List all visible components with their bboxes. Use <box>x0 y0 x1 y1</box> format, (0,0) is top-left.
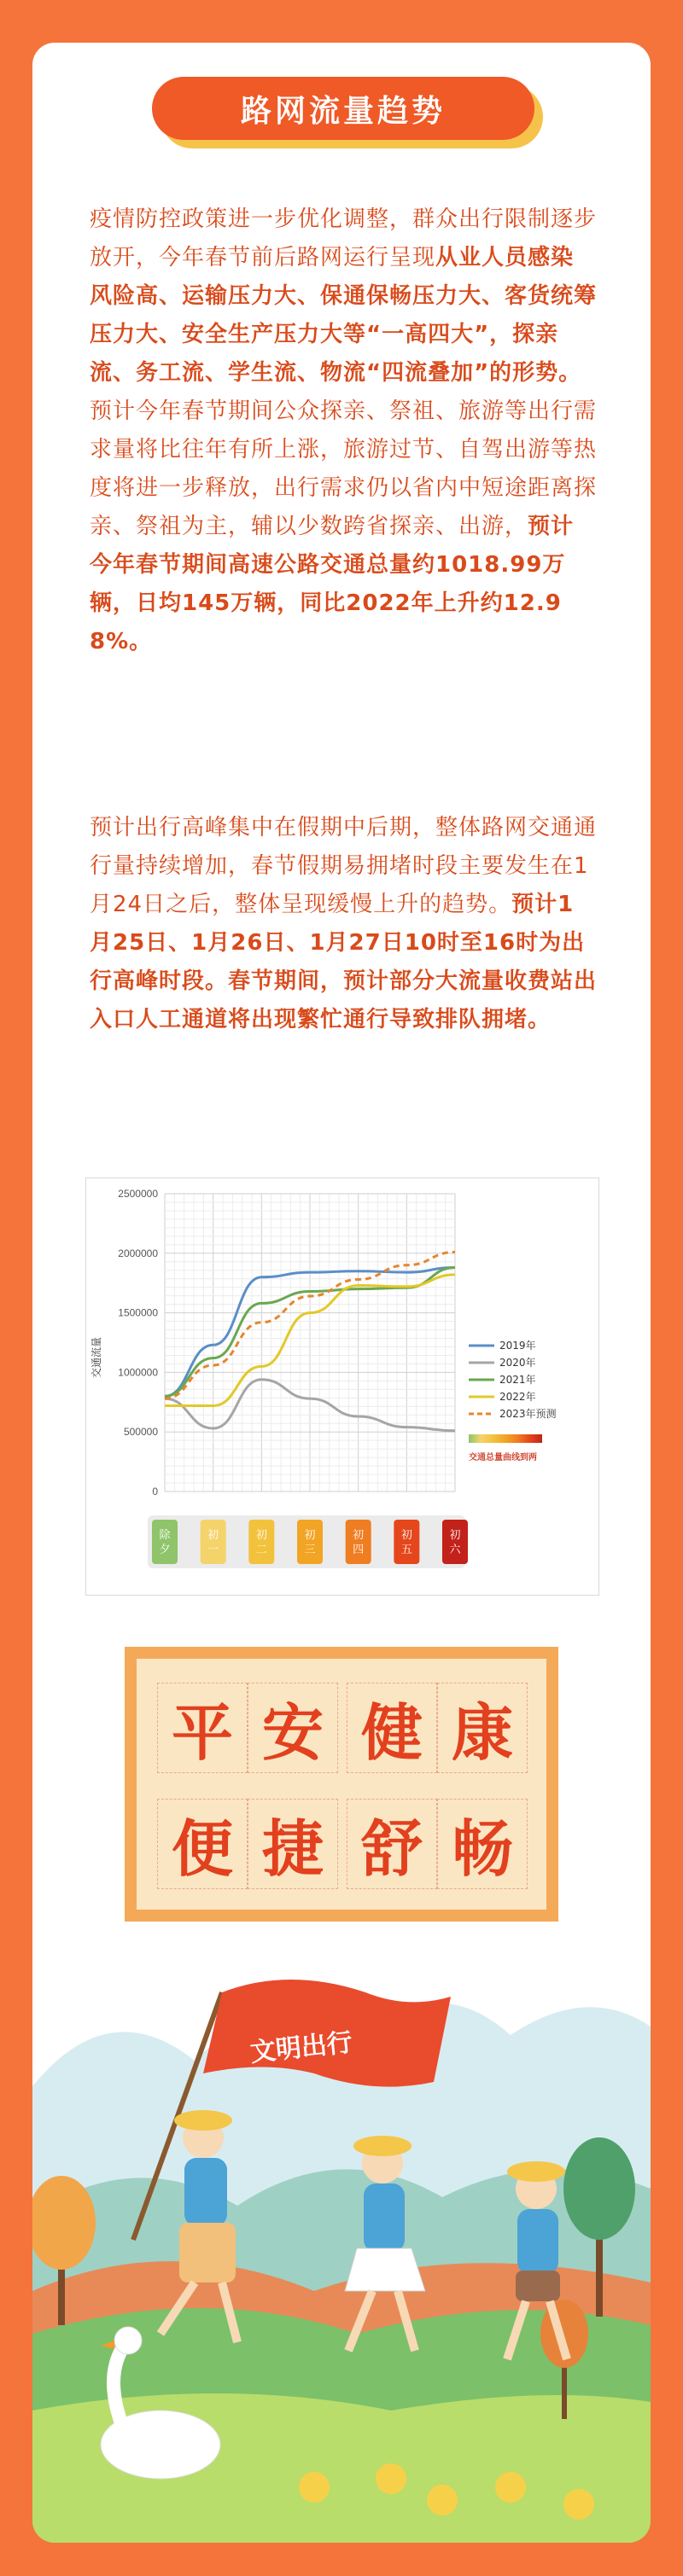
text-segment-bold: 从业人员感染风险高、运输压力大、保通保畅压力大、客货统筹压力大、安全生产压力大等“一高四大”，探亲流、务工流、学生流、物流“四流叠加”的形势。 <box>90 245 598 386</box>
legend-gradient-bar <box>469 1434 542 1443</box>
illustration-svg <box>32 1933 651 2543</box>
legend-label: 2023年预测 <box>499 1408 557 1420</box>
civilized-travel-illustration <box>32 1933 651 2543</box>
title-pill <box>152 77 534 140</box>
legend-label: 2022年 <box>499 1391 536 1403</box>
category-label: 三 <box>304 1544 316 1556</box>
slogan-char: 便 <box>157 1799 248 1889</box>
title-banner <box>152 77 545 150</box>
traffic-chart <box>85 1178 599 1596</box>
legend-label: 2019年 <box>499 1340 536 1352</box>
flag-text: 文明出行 <box>248 2027 354 2068</box>
text-segment-bold: 预计今年春节期间高速公路交通总量约1018.99万辆，日均145万辆，同比2022年上升约12.98%。 <box>90 514 575 654</box>
category-chip <box>346 1520 371 1564</box>
category-label: 初 <box>400 1529 412 1542</box>
page-title: 路网流量趋势 <box>240 93 446 129</box>
slogan-char: 安 <box>248 1683 338 1773</box>
y-tick-label: 1000000 <box>118 1366 158 1379</box>
y-tick-label: 2500000 <box>118 1188 158 1200</box>
y-tick-label: 2000000 <box>118 1247 158 1259</box>
category-chip <box>152 1520 178 1564</box>
slogan-char: 捷 <box>248 1799 338 1889</box>
slogan-char: 平 <box>157 1683 248 1773</box>
paragraph-road-situation <box>90 201 597 661</box>
slogan-char: 健 <box>347 1683 437 1773</box>
text-segment: 预计今年春节期间公众探亲、祭祖、旅游等出行需求量将比往年有所上涨，旅游过节、自驾出游等热度将进一步释放，出行需求仍以省内中短途距离探亲、祭祖为主，辅以少数跨省探亲、出游， <box>90 398 598 539</box>
chart-legend <box>469 1339 557 1462</box>
category-label: 夕 <box>159 1544 171 1556</box>
category-chip <box>201 1520 226 1564</box>
y-tick-label: 500000 <box>123 1426 158 1439</box>
y-tick-label: 0 <box>152 1486 158 1497</box>
text-segment: 疫情防控政策进一步优化调整，群众出行限制逐步放开，今年春节前后路网运行呈现 <box>90 206 598 270</box>
category-chip <box>394 1520 419 1564</box>
category-label: 初 <box>207 1529 219 1542</box>
category-label: 五 <box>400 1544 412 1556</box>
category-chip <box>297 1520 323 1564</box>
text-segment: 预计出行高峰集中在假期中后期，整体路网交通通行量持续增加，春节假期易拥堵时段主要发生在1月24日之后，整体呈现缓慢上升的趋势。 <box>90 815 598 917</box>
category-label: 初 <box>449 1529 461 1542</box>
category-chip <box>442 1520 468 1564</box>
y-tick-label: 1500000 <box>118 1306 158 1319</box>
chart-grid <box>165 1194 455 1492</box>
category-label: 初 <box>353 1529 365 1542</box>
legend-label: 2020年 <box>499 1357 536 1369</box>
category-chip <box>248 1520 274 1564</box>
slogan-board <box>125 1647 558 1922</box>
category-label: 四 <box>353 1544 365 1556</box>
chart-axes <box>90 1188 158 1497</box>
category-label: 六 <box>449 1544 461 1556</box>
text-segment-bold: 预计1月25日、1月26日、1月27日10时至16时为出行高峰时段。春节期间，预计部分大流量收费站出入口人工通道将出现繁忙通行导致排队拥堵。 <box>90 892 598 1032</box>
legend-label: 2021年 <box>499 1374 536 1386</box>
category-label: 二 <box>255 1544 267 1556</box>
content-card <box>32 43 651 2543</box>
category-label: 除 <box>159 1529 171 1542</box>
category-label: 初 <box>304 1529 316 1542</box>
traffic-line-chart-svg <box>86 1178 598 1595</box>
slogan-char: 舒 <box>347 1799 437 1889</box>
paragraph-peak-forecast <box>90 809 597 1039</box>
slogan-board-inner <box>137 1659 546 1910</box>
chart-category-strip <box>148 1515 468 1568</box>
category-label: 一 <box>207 1544 219 1556</box>
category-label: 初 <box>255 1529 267 1542</box>
y-axis-label: 交通流量 <box>90 1336 102 1379</box>
slogan-char: 康 <box>437 1683 528 1773</box>
slogan-char: 畅 <box>437 1799 528 1889</box>
legend-note: 交通总量曲线到两 <box>469 1453 537 1462</box>
